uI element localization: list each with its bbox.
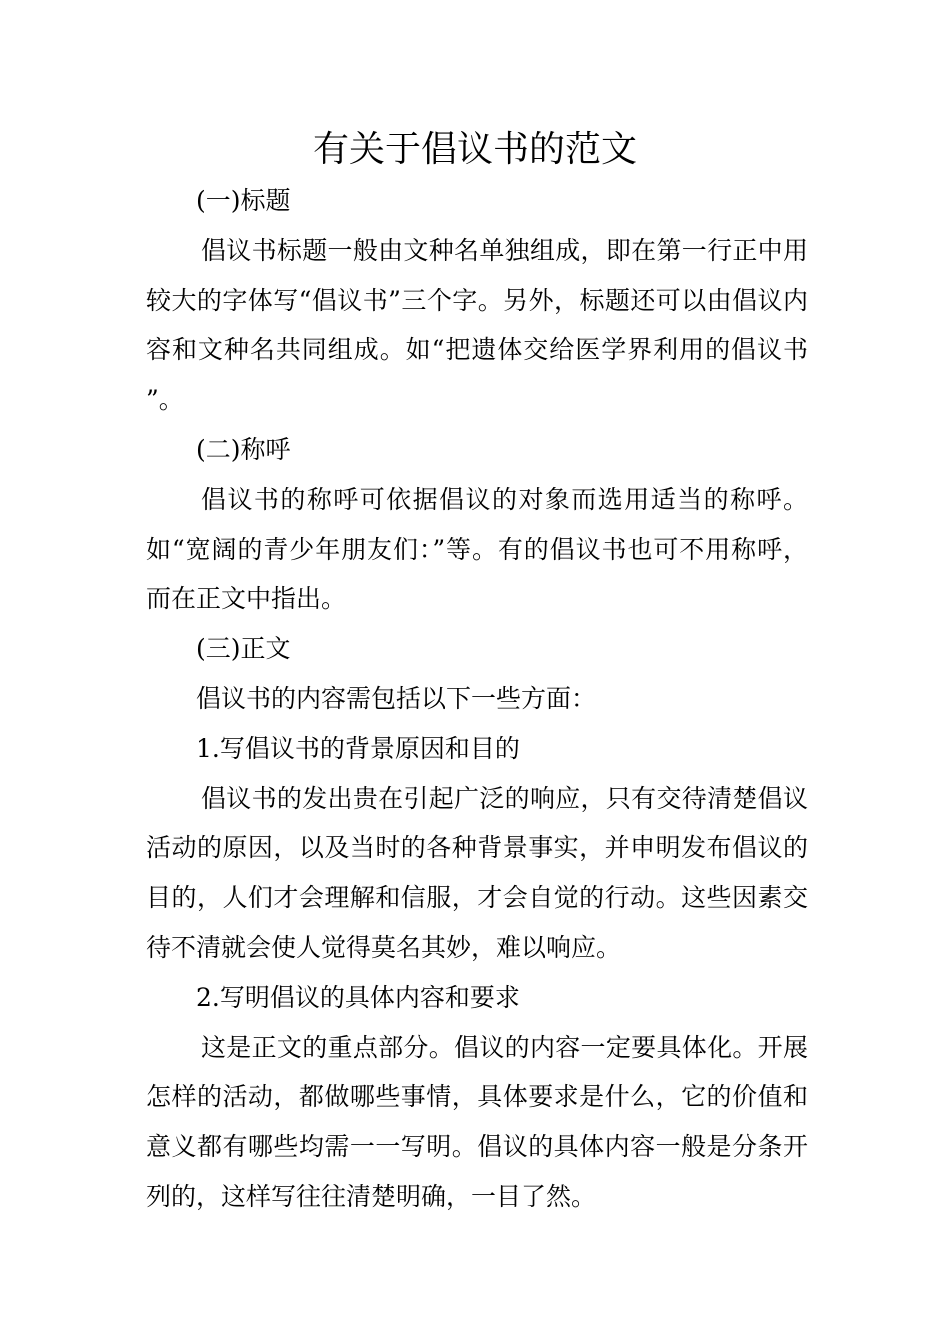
subheading-content: 2.写明倡议的具体内容和要求	[196, 982, 520, 1012]
section-heading-body: (三)正文	[196, 634, 291, 664]
section-heading-title: (一)标题	[196, 186, 291, 215]
paragraph-body-intro: 倡议书的内容需包括以下一些方面：	[196, 683, 597, 713]
subheading-background: 1.写倡议书的背景原因和目的	[196, 733, 520, 763]
section-heading-salutation: (二)称呼	[196, 434, 291, 464]
document-title: 有关于倡议书的范文	[312, 129, 637, 170]
paragraph-background-desc: 倡议书的发出贵在引起广泛的响应，只有交待清楚倡议活动的原因，以及当时的各种背景事实，并申明发布倡议的目的，人们才会理解和信服，才会自觉的行动。这些因素交待不清就会使人觉得莫名其妙，难以响应。	[146, 783, 808, 962]
paragraph-content-desc: 这是正文的重点部分。倡议的内容一定要具体化。开展怎样的活动，都做哪些事情，具体要求是什么，它的价值和意义都有哪些均需一一写明。倡议的具体内容一般是分条开列的，这样写往往清楚明确，一目了然。	[146, 1032, 808, 1211]
paragraph-title-desc: 倡议书标题一般由文种名单独组成，即在第一行正中用较大的字体写“倡议书”三个字。另外，标题还可以由倡议内容和文种名共同组成。如“把遗体交给医学界利用的倡议书 ”。	[146, 235, 808, 415]
document-body	[146, 176, 808, 1222]
paragraph-salutation-desc: 倡议书的称呼可依据倡议的对象而选用适当的称呼。如“宽阔的青少年朋友们：”等。有的倡议书也可不用称呼，而在正文中指出。	[146, 484, 808, 614]
